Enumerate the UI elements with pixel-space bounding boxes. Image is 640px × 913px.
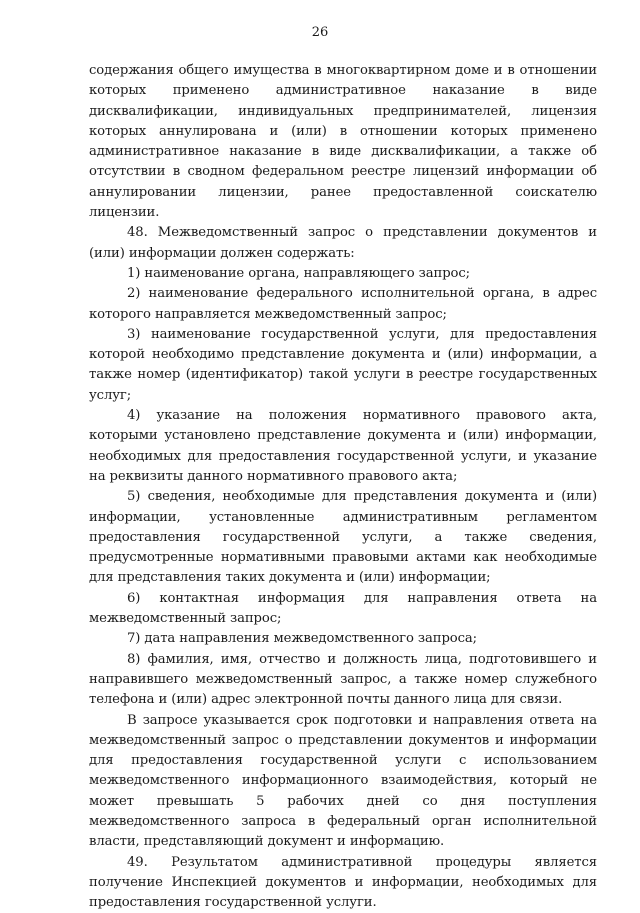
paragraph-48: 48. Межведомственный запрос о представлении документов и (или) информации должен содержать: (89, 225, 597, 261)
list-item-7: 7) дата направления межведомственного запроса; (127, 631, 478, 647)
list-item-4: 4) указание на положения нормативного правового акта, которыми установлено представление документа и (или) информации, необходимых для предоставления государственной услуги, и указание на реквизиты данного нормативного правового акта; (89, 408, 597, 484)
list-item-8: 8) фамилия, имя, отчество и должность лица, подготовившего и направившего межведомственный запрос, а также номер служебного телефона и (или) адрес электронной почты данного лица для связи. (89, 651, 597, 708)
paragraph-continuation: содержания общего имущества в многоквартирном доме и в отношении которых применено административное наказание в виде дисквалификации, индивидуальных предпринимателей, лицензия которых аннулирована и (или) в отношении которых применено административное наказание в виде дисквалификации, а также об отсутствии в сводном федеральном реестре лицензий информации об аннулировании лицензии, ранее предоставленной соискателю лицензии. (89, 63, 597, 221)
list-item-3: 3) наименование государственной услуги, для предоставления которой необходимо представление документа и (или) информации, а также номер (идентификатор) такой услуги в реестре государственных услуг; (89, 326, 597, 403)
list-item-5: 5) сведения, необходимые для представления документа и (или) информации, установленные административным регламентом предоставления государственной услуги, а также сведения, предусмотренные нормативными правовыми актами как необходимые для представления таких документа и (или) информации; (89, 489, 597, 586)
list-item-1: 1) наименование органа, направляющего запрос; (127, 265, 471, 281)
list-item-2: 2) наименование федерального исполнительной органа, в адрес которого направляется межведомственный запрос; (89, 286, 597, 322)
paragraph-request-deadline: В запросе указывается срок подготовки и направления ответа на межведомственный запрос о представлении документов и информации для предоставления государственной услуги с использованием межведомственного информационного взаимодействия, который не может превышать 5 рабочих дней со дня поступления межведомственного запроса в федеральный орган исполнительной власти, представляющий документ и информацию. (89, 712, 597, 850)
list-item-6: 6) контактная информация для направления ответа на межведомственный запрос; (89, 590, 597, 627)
document-body (89, 61, 597, 913)
page-number: 26 (311, 25, 329, 40)
paragraph-49: 49. Результатом административной процедуры является получение Инспекцией документов и информации, необходимых для предоставления государственной услуги. (89, 854, 597, 911)
